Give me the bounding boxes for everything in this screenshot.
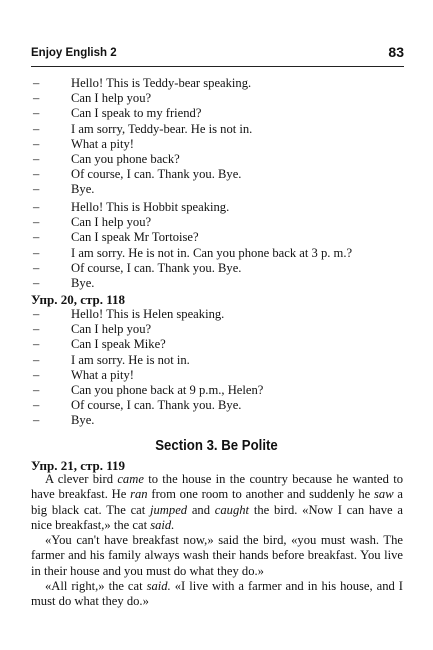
story-paragraph-2: «You can't have breakfast now,» said the bird, «you must wash. The farmer and his family always wash their hands before breakfast. You live in their house and you must do what they do.» [31, 533, 403, 578]
dialogue-text: I am sorry. He is not in. Can you phone back at 3 p. m.? [71, 245, 353, 260]
dialogue-line [0, 261, 433, 276]
dialogue-line [0, 106, 433, 121]
dash-marker: – [33, 136, 40, 151]
dialogue-line [0, 337, 433, 352]
dialogue-line [0, 307, 433, 322]
dash-marker: – [33, 337, 40, 352]
dash-marker: – [33, 91, 40, 106]
dialogue-text: Hello! This is Teddy-bear speaking. [71, 76, 252, 90]
dialogue-text: Bye. [71, 413, 95, 428]
dash-marker: – [33, 260, 40, 275]
dialogue-text: Hello! This is Helen speaking. [71, 307, 225, 321]
dash-marker: – [33, 367, 40, 382]
dialogue-text: Of course, I can. Thank you. Bye. [71, 260, 242, 275]
dash-marker: – [33, 106, 40, 121]
dialogue-line [0, 246, 433, 261]
dash-marker: – [33, 352, 40, 367]
past-verb: ran [130, 487, 148, 502]
exercise-20-heading: Упр. 20, стр. 118 [31, 292, 126, 307]
dash-marker: – [33, 307, 40, 321]
dialogue-text: Can I help you? [71, 322, 152, 337]
dash-marker: – [33, 167, 40, 182]
dialogue-line [0, 398, 433, 413]
story-paragraph-3: «All right,» the cat said. «I live with a farmer and in his house, and I must do what they do.» [31, 579, 403, 609]
dialogue-text: Of course, I can. Thank you. Bye. [71, 167, 242, 182]
story-text [31, 472, 403, 610]
dash-marker: – [33, 121, 40, 136]
dash-marker: – [33, 151, 40, 166]
dialogue-text: Can I speak to my friend? [71, 106, 202, 121]
dialogue-text: Can you phone back at 9 p.m., Helen? [71, 382, 264, 397]
dialogue-line [0, 383, 433, 398]
dash-marker: – [33, 382, 40, 397]
past-verb: said. [150, 517, 175, 532]
dialogue-line [0, 137, 433, 152]
dash-marker: – [33, 275, 40, 290]
dialogue-hobbit [0, 200, 433, 291]
page-number: 83 [388, 44, 404, 60]
dialogue-line [0, 182, 433, 197]
dash-marker: – [33, 245, 40, 260]
past-verb: came [117, 472, 144, 486]
dialogue-text: What a pity! [71, 367, 134, 382]
dialogue-text: Can I speak Mike? [71, 337, 166, 352]
dash-marker: – [33, 413, 40, 428]
dialogue-text: Can I speak Mr Tortoise? [71, 230, 199, 245]
past-verb: caught [214, 502, 250, 517]
dialogue-text: Can I help you? [71, 91, 152, 106]
dialogue-text: Bye. [71, 182, 95, 197]
exercise-21-heading: Упр. 21, стр. 119 [31, 458, 126, 473]
dash-marker: – [33, 398, 40, 413]
running-header [31, 44, 404, 67]
dialogue-line [0, 368, 433, 383]
dialogue-line [0, 91, 433, 106]
dash-marker: – [33, 182, 40, 197]
dialogue-text: I am sorry, Teddy-bear. He is not in. [71, 121, 253, 136]
dialogue-line [0, 353, 433, 368]
dialogue-text: Can you phone back? [71, 151, 180, 166]
section-title: Section 3. Be Polite [155, 437, 278, 454]
dialogue-text: Of course, I can. Thank you. Bye. [71, 398, 242, 413]
past-verb: saw [374, 487, 394, 502]
dialogue-text: Bye. [71, 275, 95, 290]
dialogue-line [0, 322, 433, 337]
past-verb: said. [146, 579, 171, 594]
dash-marker: – [33, 230, 40, 245]
dialogue-line [0, 215, 433, 230]
dialogue-line [0, 200, 433, 215]
book-series-title: Enjoy English 2 [31, 47, 117, 59]
dialogue-text: Hello! This is Hobbit speaking. [71, 200, 230, 214]
dash-marker: – [33, 322, 40, 337]
dialogue-helen [0, 307, 433, 429]
dash-marker: – [33, 76, 40, 90]
dialogue-text: I am sorry. He is not in. [71, 352, 190, 367]
dash-marker: – [33, 215, 40, 230]
dialogue-line [0, 413, 433, 428]
dialogue-teddy-bear [0, 76, 433, 198]
dialogue-line [0, 276, 433, 291]
dash-marker: – [33, 200, 40, 214]
dialogue-text: What a pity! [71, 136, 134, 151]
past-verb: jumped [150, 502, 188, 517]
dialogue-line [0, 230, 433, 245]
dialogue-line [0, 167, 433, 182]
dialogue-line [0, 152, 433, 167]
dialogue-line [0, 122, 433, 137]
dialogue-text: Can I help you? [71, 215, 152, 230]
dialogue-line [0, 76, 433, 91]
story-paragraph-1: A clever bird came to the house in the country because he wanted to have breakfast. He ran from one room to another and suddenly he saw a big black cat. The cat jumped and caught the bird. «Now I can have a nice breakfast,» the cat said. [31, 472, 404, 532]
